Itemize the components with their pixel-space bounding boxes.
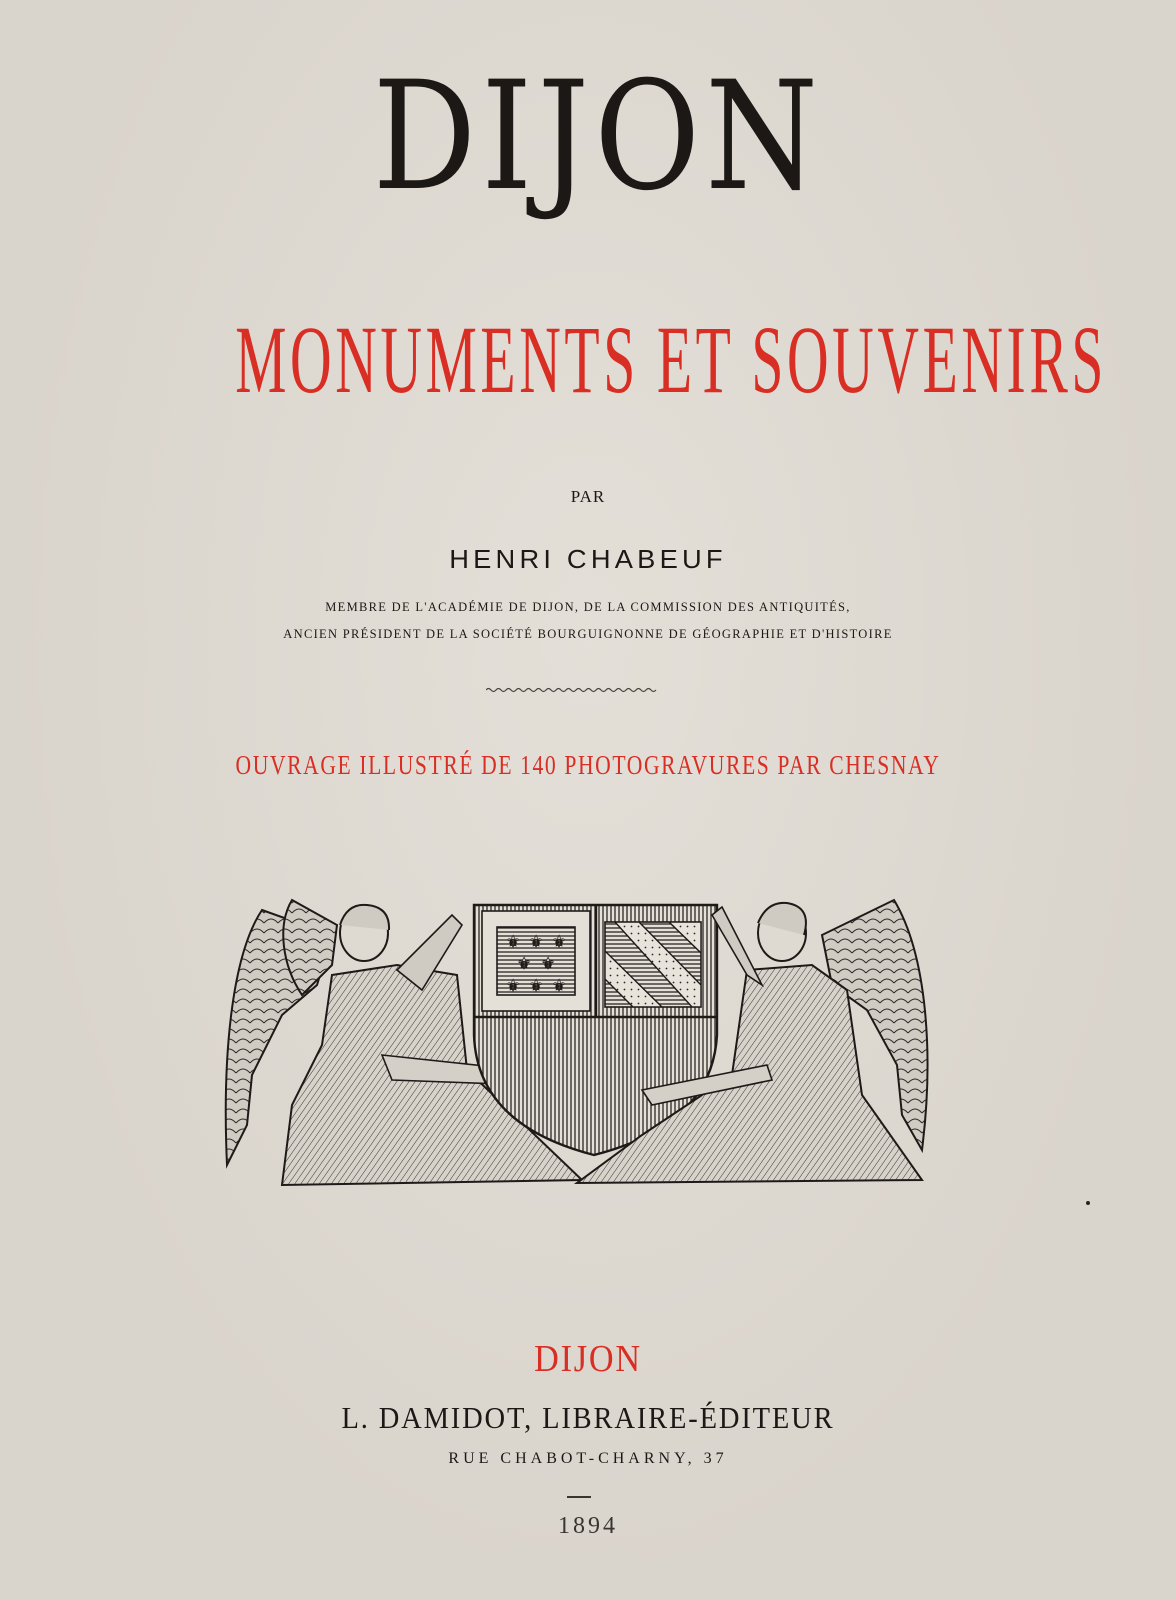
svg-text:⚜: ⚜	[505, 932, 521, 951]
short-rule-divider	[567, 1496, 591, 1498]
paper-speck	[1086, 1201, 1090, 1205]
author-credentials-line-2: ANCIEN PRÉSIDENT DE LA SOCIÉTÉ BOURGUIGNONNE DE GÉOGRAPHIE ET D'HISTOIRE	[283, 627, 893, 641]
author-name: HENRI CHABEUF	[449, 544, 727, 574]
publisher-name: L. DAMIDOT, LIBRAIRE-ÉDITEUR	[341, 1400, 835, 1435]
svg-text:⚜: ⚜	[551, 976, 567, 995]
svg-text:⚜: ⚜	[528, 976, 544, 995]
publication-year: 1894	[558, 1513, 618, 1539]
svg-text:⚜: ⚜	[528, 932, 544, 951]
subtitle: MONUMENTS ET SOUVENIRS	[235, 306, 1107, 413]
svg-text:⚜: ⚜	[505, 976, 521, 995]
author-credentials-line-1: MEMBRE DE L'ACADÉMIE DE DIJON, DE LA COMMISSION DES ANTIQUITÉS,	[325, 600, 851, 614]
wavy-rule-divider	[486, 684, 658, 696]
svg-text:⚜: ⚜	[551, 932, 567, 951]
illustration-note: OUVRAGE ILLUSTRÉ DE 140 PHOTOGRAVURES PAR CHESNAY	[235, 750, 941, 780]
bend-stripes-icon	[605, 922, 701, 1007]
by-label: PAR	[570, 487, 606, 506]
publisher-address: RUE CHABOT-CHARNY, 37	[448, 1450, 728, 1467]
angels-with-shield-emblem	[222, 895, 934, 1195]
main-title: DIJON	[372, 50, 824, 224]
publication-city: DIJON	[534, 1338, 642, 1380]
svg-text:⚜: ⚜	[516, 954, 532, 973]
svg-text:⚜: ⚜	[540, 954, 556, 973]
